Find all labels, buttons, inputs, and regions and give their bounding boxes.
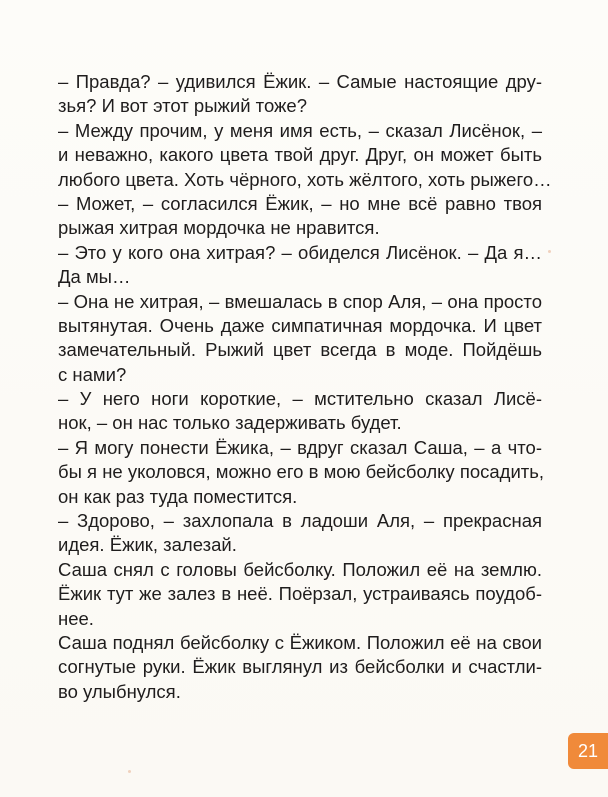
text-line: согнутые руки. Ёжик выглянул из бейсболки и счастли- bbox=[58, 656, 542, 678]
text-line: – Здорово, – захлопала в ладоши Аля, – прекрасная bbox=[58, 510, 542, 532]
text-line: Саша снял с головы бейсболку. Положил её на землю. bbox=[58, 558, 542, 580]
page-number-badge bbox=[568, 733, 608, 769]
text-line: – Она не хитрая, – вмешалась в спор Аля, – она просто bbox=[58, 290, 542, 312]
text-line: Саша поднял бейсболку с Ёжиком. Положил её на свои bbox=[58, 631, 542, 653]
story-text bbox=[58, 70, 552, 704]
text-line: – Я могу понести Ёжика, – вдруг сказал Саша, – а что- bbox=[58, 436, 542, 458]
text-line: и неважно, какого цвета твой друг. Друг, он может быть bbox=[58, 144, 542, 166]
text-line: он как раз туда поместится. bbox=[58, 485, 298, 507]
page-number: 21 bbox=[577, 740, 599, 761]
text-line: Да мы… bbox=[58, 266, 131, 288]
paper-speck bbox=[548, 250, 551, 253]
text-line: – Это у кого она хитрая? – обиделся Лисёнок. – Да я… bbox=[58, 241, 542, 263]
text-line: бы я не уколовся, можно его в мою бейсболку посадить, bbox=[58, 461, 545, 483]
text-line: с нами? bbox=[58, 363, 127, 385]
text-line: вытянутая. Очень даже симпатичная мордочка. И цвет bbox=[58, 314, 542, 336]
text-line: идея. Ёжик, залезай. bbox=[58, 534, 237, 556]
text-line: во улыбнулся. bbox=[58, 680, 181, 702]
text-line: рыжая хитрая мордочка не нравится. bbox=[58, 217, 380, 239]
text-line: замечательный. Рыжий цвет всегда в моде. Пойдёшь bbox=[58, 339, 542, 361]
text-line: зья? И вот этот рыжий тоже? bbox=[58, 95, 307, 117]
text-line: нок, – он нас только задерживать будет. bbox=[58, 412, 402, 434]
paper-speck bbox=[128, 770, 131, 773]
text-line: – У него ноги короткие, – мстительно сказал Лисё- bbox=[58, 388, 542, 410]
text-line: нее. bbox=[58, 607, 94, 629]
text-line: – Может, – согласился Ёжик, – но мне всё равно твоя bbox=[58, 192, 542, 214]
text-line: любого цвета. Хоть чёрного, хоть жёлтого, хоть рыжего… bbox=[58, 168, 552, 190]
text-line: – Правда? – удивился Ёжик. – Самые настоящие дру- bbox=[58, 71, 542, 92]
text-line: – Между прочим, у меня имя есть, – сказал Лисёнок, – bbox=[58, 119, 542, 141]
text-line: Ёжик тут же залез в неё. Поёрзал, устраиваясь поудоб- bbox=[58, 583, 542, 605]
